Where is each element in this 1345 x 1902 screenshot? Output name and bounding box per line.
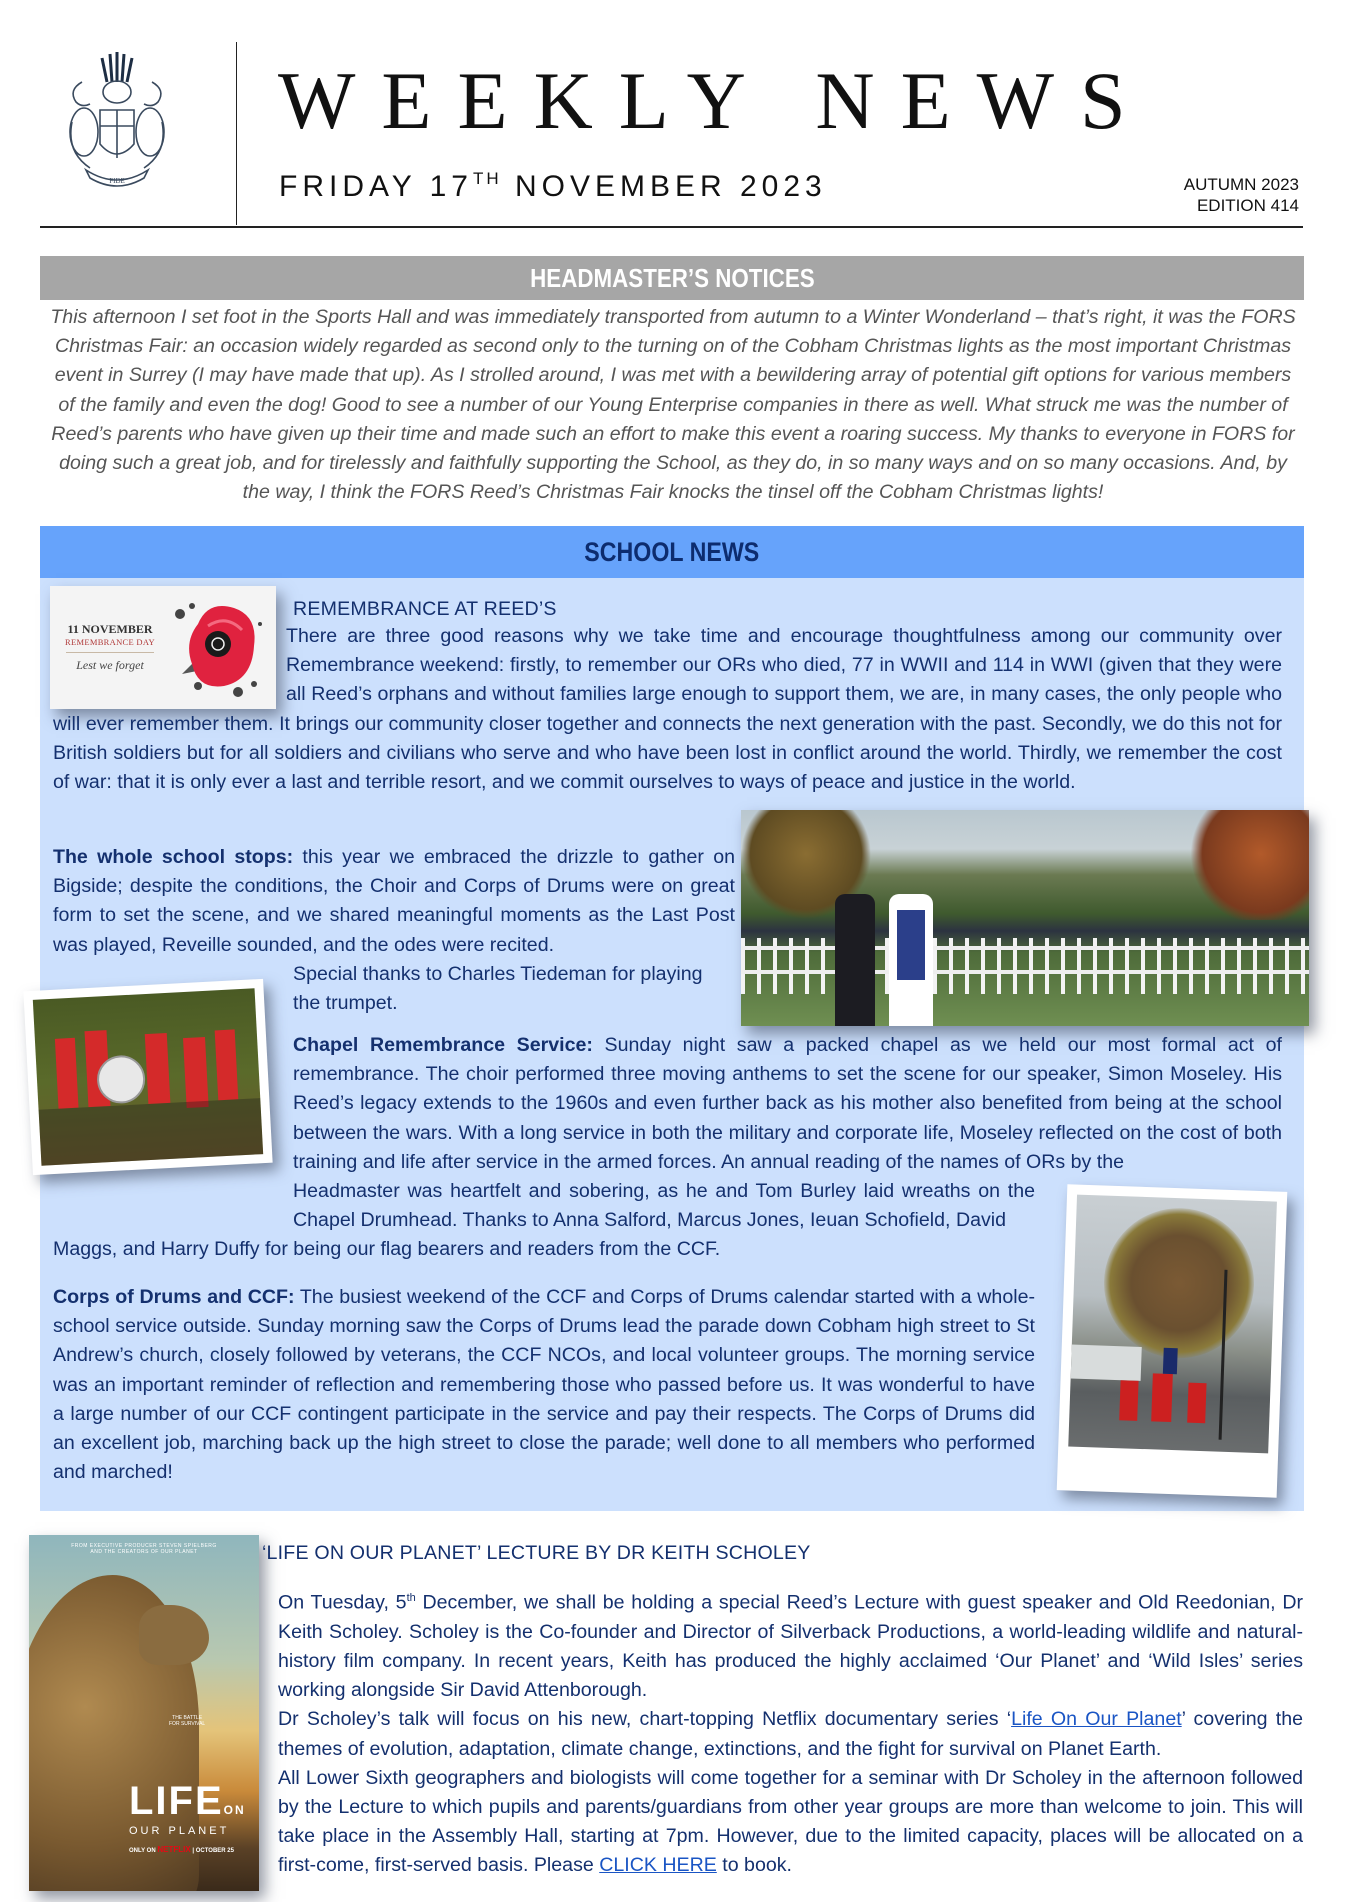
newsletter-title: WEEKLY NEWS [278,55,1152,146]
poster-title: LIFE [129,1779,224,1823]
poster-subtitle: OUR PLANET [129,1825,230,1837]
image-caption-text: REMEMBRANCE DAY [65,637,155,647]
svg-text:FIDE: FIDE [109,177,125,185]
chapel-remembrance-paragraph-cont: Headmaster was heartfelt and sobering, as he and Tom Burley laid wreaths on the Chapel Drumhead. Thanks to Anna Salford, Marcus Jones, Ieuan Schofield, David [293,1180,1035,1232]
header-rule [40,226,1303,228]
image-motto-text: Lest we forget [76,658,144,672]
netflix-logo: NETFLIX [157,1845,191,1854]
corps-of-drums-photo [23,979,272,1175]
cobham-parade-photo [1057,1184,1288,1497]
life-on-our-planet-poster: FROM EXECUTIVE PRODUCER STEVEN SPIELBERG AND THE CREATORS OF OUR PLANET THE BATTLE FOR SURVIVAL LIFEON OUR PLANET ONLY ON NETFLIX | OCTOBER 25 [29,1535,259,1891]
whole-school-stops-paragraph-cont: Special thanks to Charles Tiedeman for playing the trumpet. [293,963,703,1015]
chapel-remembrance-paragraph: Chapel Remembrance Service: Sunday night saw a packed chapel as we held our most formal act of remembrance. The choir performed three moving anthems to set the scene for our speaker, Simon Moseley. His Reed’s legacy extends to the 1960s and even further back as his mother also benefited from being at the school between the wars. With a long service in both the military and corporate life, Moseley reflected on the cost of both training and life after service in the armed forces. An annual reading of the names of ORs by the [293,1034,1282,1173]
headmaster-notices-heading: HEADMASTER’S NOTICES [40,256,1304,300]
issue-date: FRIDAY 17TH NOVEMBER 2023 [279,169,827,203]
school-crest-icon [62,52,172,188]
lecture-paragraph-3: All Lower Sixth geographers and biologists will come together for a seminar with Dr Scholey in the afternoon followed by the Lecture to which pupils and parents/guardians from other year groups are more than welcome to join. This will take place in the Assembly Hall, starting at 7pm. However, due to the limited capacity, places will be allocated on a first-come, first-served basis. Please CLICK HERE to book. [278,1766,1303,1877]
lecture-heading: ‘LIFE ON OUR PLANET’ LECTURE BY DR KEITH SCHOLEY [262,1542,811,1564]
poster-credit-line: FROM EXECUTIVE PRODUCER STEVEN SPIELBERG [71,1543,217,1549]
image-date-text: 11 NOVEMBER [67,622,153,636]
chapel-remembrance-paragraph-end: Maggs, and Harry Duffy for being our flag bearers and readers from the CCF. [53,1238,721,1260]
poster-title-on: ON [223,1803,246,1817]
edition-info [1184,174,1299,216]
whole-school-stops-paragraph: The whole school stops: this year we embraced the drizzle to gather on Bigside; despite the conditions, the Choir and Corps of Drums were on great form to set the scene, and we shared meaningful moments as the Last Post was played, Reveille sounded, and the odes were recited. [53,846,735,956]
corps-of-drums-ccf-paragraph: Corps of Drums and CCF: The busiest weekend of the CCF and Corps of Drums calendar started with a whole-school service outside. Sunday morning saw the Corps of Drums lead the parade down Cobham high street to St Andrew’s church, closely followed by veterans, the CCF NCOs, and local volunteer groups. The morning service was an important reminder of reflection and remembering those who passed before us. It was wonderful to have a large number of our CCF contingent participate in the service and pay their respects. The Corps of Drums did an excellent job, marching back up the high street to close the parade; well done to all members who performed and marched! [53,1286,1035,1484]
lecture-paragraph-2: Dr Scholey’s talk will focus on his new, chart-topping Netflix documentary series ‘Life On Our Planet’ covering the themes of evolution, adaptation, climate change, extinctions, and the fight for survival on Planet Earth. [278,1708,1304,1760]
poster-only-on: ONLY ON [129,1848,156,1854]
poster-tagline: THE BATTLE [172,1715,203,1721]
remembrance-intro: There are three good reasons why we take time and encourage thoughtfulness among our community over Remembrance weekend: firstly, to remember our ORs who died, 77 in WWII and 114 in WWI (given that they were all Reed’s orphans and without families large enough to support them, we are, in many cases, the only people who will ever remember them. It brings our community closer together and connects the next generation with the past. Secondly, we do this not for British soldiers but for all soldiers and civilians who serve and who have been lost in conflict around the world. Thirdly, we remember the cost of war: that it is only ever a last and terrible resort, and we commit ourselves to ways of peace and justice in the world. [53,622,1282,797]
edition-number: EDITION 414 [1196,196,1299,215]
poster-release-date: OCTOBER 25 [195,1848,234,1854]
term-label: AUTUMN 2023 [1183,175,1299,194]
life-on-our-planet-link[interactable]: Life On Our Planet [1011,1708,1182,1731]
poster-tagline-2: FOR SURVIVAL [169,1721,206,1727]
headmaster-notices-body: This afternoon I set foot in the Sports Hall and was immediately transported from autumn to a Winter Wonderland – that’s right, it was the FORS Christmas Fair: an occasion widely regarded as second only to the turning on of the Cobham Christmas lights as the most important Christmas event in Surrey (I may have made that up). As I strolled around, I was met with a bewildering array of potential gift options for various members of the family and even the dog! Good to see a number of our Young Enterprise companies in there as well. What struck me was the number of Reed’s parents who have given up their time and made such an effort to make this event a roaring success. My thanks to everyone in FORS for doing such a great job, and for tirelessly and faithfully supporting the School, as they do, in so many ways and on so many occasions. And, by the way, I think the FORS Reed’s Christmas Fair knocks the tinsel off the Cobham Christmas lights! [50,306,1296,504]
header-divider [236,42,237,225]
click-here-booking-link[interactable]: CLICK HERE [599,1854,717,1877]
bigside-assembly-photo [741,810,1309,1026]
image-wrap-spacer [53,622,286,709]
poster-credit-line-2: AND THE CREATORS OF OUR PLANET [90,1549,198,1555]
lecture-body [278,1584,1303,1881]
remembrance-heading: REMEMBRANCE AT REED’S [293,598,557,620]
lecture-paragraph-1: On Tuesday, 5th December, we shall be holding a special Reed’s Lecture with guest speaker and Old Reedonian, Dr Keith Scholey. Scholey is the Co-founder and Director of Silverback Productions, a world-leading wildlife and natural-history film company. In recent years, Keith has produced the highly acclaimed ‘Our Planet’ and ‘Wild Isles’ series working alongside Sir David Attenborough. [278,1591,1303,1702]
school-news-heading: SCHOOL NEWS [40,526,1304,578]
